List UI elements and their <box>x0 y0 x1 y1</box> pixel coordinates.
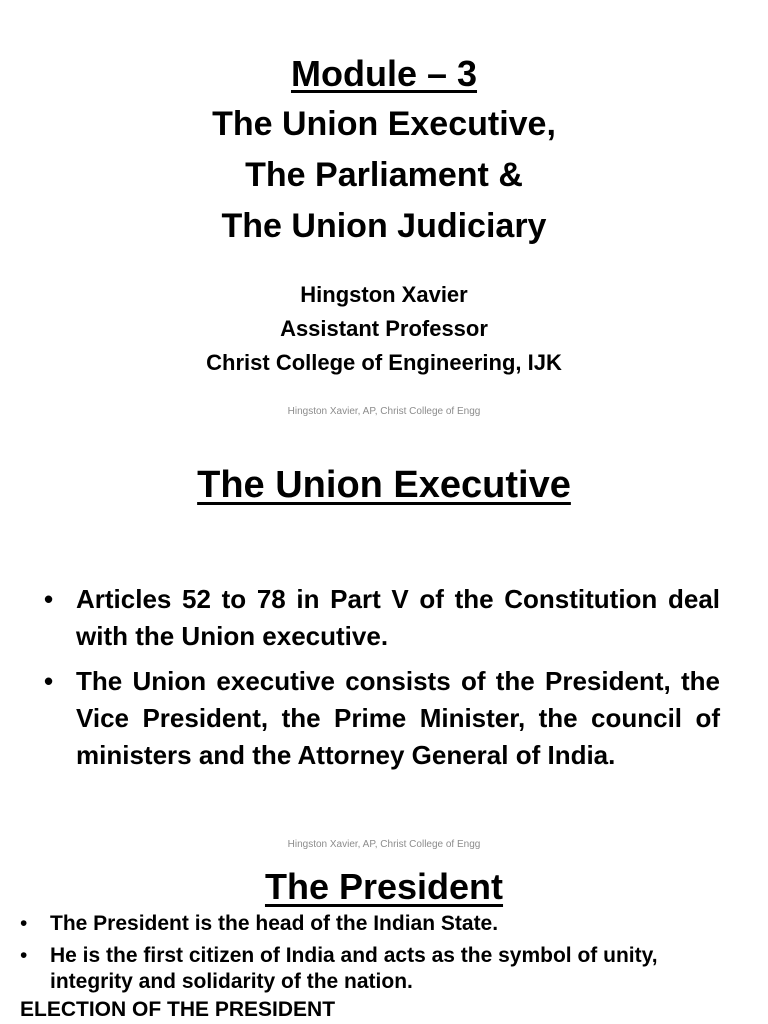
list-item: • Articles 52 to 78 in Part V of the Constitution deal with the Union executive. <box>0 581 768 655</box>
union-executive-bullets <box>0 581 768 782</box>
president-heading: The President <box>264 866 504 907</box>
union-executive-heading: The Union Executive <box>197 464 571 506</box>
author-position: Assistant Professor <box>280 316 488 341</box>
author-name: Hingston Xavier <box>300 282 468 307</box>
author-block <box>0 278 768 380</box>
title-line-3: The Union Judiciary <box>221 207 547 245</box>
slide-1-footer: Hingston Xavier, AP, Christ College of Engg <box>287 406 481 417</box>
list-item: • The Union executive consists of the President, the Vice President, the Prime Minister, the council of ministers and the Attorney General of India. <box>0 663 768 774</box>
slide-2-footer: Hingston Xavier, AP, Christ College of Engg <box>287 839 481 850</box>
author-institution: Christ College of Engineering, IJK <box>206 350 562 375</box>
slide-1-title-block <box>0 48 768 252</box>
list-item: • He is the first citizen of India and acts as the symbol of unity, integrity and solidarity of the nation. <box>0 943 768 995</box>
title-line-2: The Parliament & <box>245 156 523 194</box>
list-item: • The President is the head of the Indian State. <box>0 911 768 937</box>
president-bullets <box>0 911 768 1001</box>
election-subheading: ELECTION OF THE PRESIDENT <box>20 998 336 1021</box>
module-title: Module – 3 <box>290 53 478 94</box>
title-line-1: The Union Executive, <box>212 105 556 143</box>
